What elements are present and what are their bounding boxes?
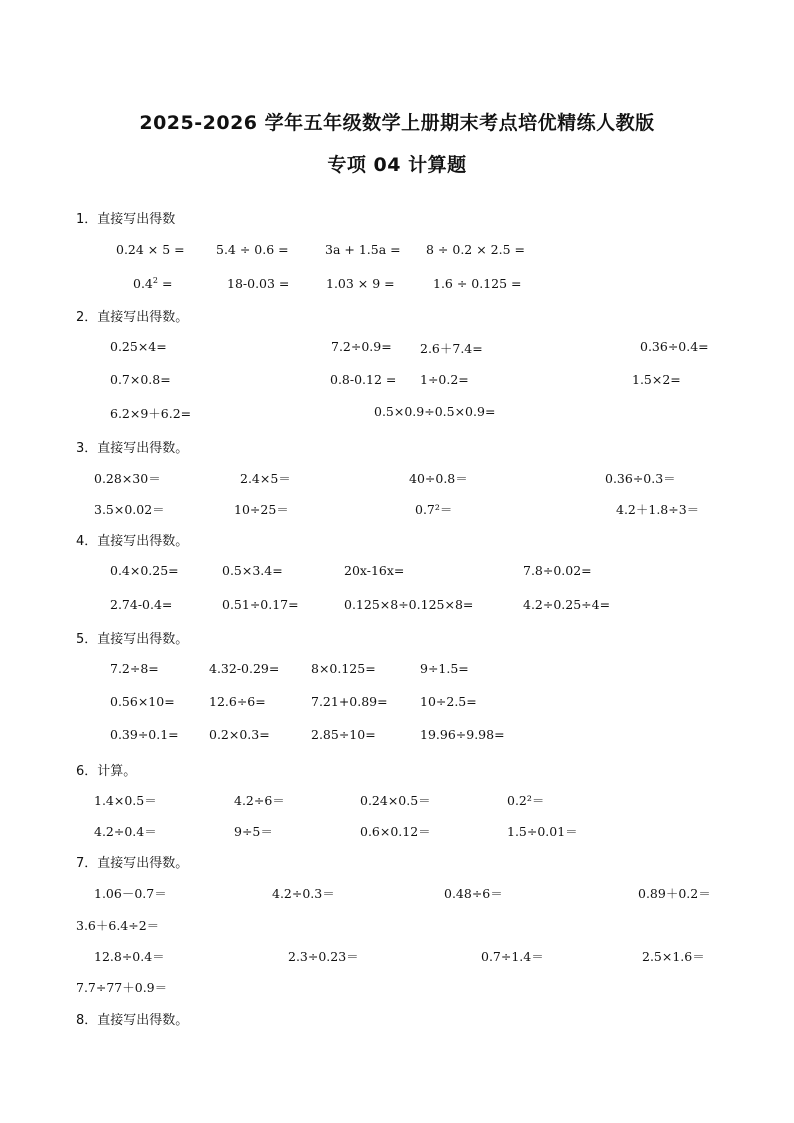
problem-2-8: 1.5×2= [632,372,681,387]
problem-7-6: 12.8÷0.4＝ [94,949,165,964]
problem-4-2: 0.5×3.4= [222,563,283,578]
problem-7-3: 0.48÷6＝ [444,886,503,901]
problem-5-1: 7.2÷8= [110,661,159,676]
problem-5-12: 19.96÷9.98= [420,727,505,742]
problem-2-2: 7.2÷0.9= [331,339,392,354]
problem-5-4: 9÷1.5= [420,661,469,676]
problem-4-1: 0.4×0.25= [110,563,179,578]
problem-3-6: 10÷25＝ [234,502,289,517]
problem-3-7: 0.7²＝ [415,502,453,517]
problem-1-8: 1.6 ÷ 0.125 = [433,276,522,291]
problem-6-6: 9÷5＝ [234,824,273,839]
problem-2-4: 0.36÷0.4= [640,339,709,354]
problem-5-3: 8×0.125= [311,661,376,676]
problem-2-10: 0.5×0.9÷0.5×0.9= [374,404,496,419]
problem-7-5: 3.6＋6.4÷2＝ [76,918,160,933]
problem-5-6: 12.6÷6= [209,694,266,709]
power-exponent: 2 [152,275,158,285]
problem-7-2: 4.2÷0.3＝ [272,886,335,901]
problem-7-7: 2.3÷0.23＝ [288,949,359,964]
problem-3-5: 3.5×0.02＝ [94,502,165,517]
section-3-heading: 3．直接写出得数。 [76,441,189,456]
problem-2-9: 6.2×9＋6.2= [110,406,192,421]
problem-4-4: 7.8÷0.02= [523,563,592,578]
problem-3-3: 40÷0.8＝ [409,471,468,486]
problem-6-7: 0.6×0.12＝ [360,824,431,839]
section-6-heading: 6．计算。 [76,764,137,779]
problem-1-6: 18-0.03 = [227,276,290,291]
problem-1-1: 0.24 × 5 = [116,242,185,257]
problem-5-7: 7.21+0.89= [311,694,388,709]
section-7-heading: 7．直接写出得数。 [76,856,189,871]
problem-4-8: 4.2÷0.25÷4= [523,597,611,612]
page-title: 2025-2026 学年五年级数学上册期末考点培优精练人教版 [139,112,655,134]
problem-1-5 [133,276,172,291]
page-subtitle: 专项 04 计算题 [327,154,467,176]
problem-2-7: 1÷0.2= [420,372,469,387]
problem-5-5: 0.56×10= [110,694,175,709]
problem-4-3: 20x-16x= [344,563,405,578]
problem-5-2: 4.32-0.29= [209,661,280,676]
problem-5-11: 2.85÷10= [311,727,376,742]
power-equals: = [157,276,173,291]
problem-6-3: 0.24×0.5＝ [360,793,431,808]
problem-7-1: 1.06－0.7＝ [94,886,167,901]
section-5-heading: 5．直接写出得数。 [76,632,189,647]
section-2-heading: 2．直接写出得数。 [76,310,189,325]
problem-2-6: 0.8-0.12 = [330,372,397,387]
problem-5-9: 0.39÷0.1= [110,727,179,742]
problem-3-2: 2.4×5＝ [240,471,291,486]
power-base: 0.4 [133,276,153,291]
section-8-heading: 8．直接写出得数。 [76,1013,189,1028]
section-1-heading: 1．直接写出得数 [76,212,176,227]
problem-4-7: 0.125×8÷0.125×8= [344,597,474,612]
problem-6-8: 1.5÷0.01＝ [507,824,578,839]
problem-2-5: 0.7×0.8= [110,372,171,387]
problem-2-3: 2.6＋7.4= [420,341,483,356]
problem-7-9: 2.5×1.6＝ [642,949,705,964]
problem-1-4: 8 ÷ 0.2 × 2.5 = [426,242,525,257]
section-4-heading: 4．直接写出得数。 [76,534,189,549]
problem-3-8: 4.2＋1.8÷3＝ [616,502,700,517]
problem-4-6: 0.51÷0.17= [222,597,299,612]
problem-7-10: 7.7÷77＋0.9＝ [76,980,168,995]
problem-6-5: 4.2÷0.4＝ [94,824,157,839]
problem-6-2: 4.2÷6＝ [234,793,285,808]
problem-7-4: 0.89＋0.2＝ [638,886,711,901]
problem-2-1: 0.25×4= [110,339,167,354]
problem-3-1: 0.28×30＝ [94,471,161,486]
problem-7-8: 0.7÷1.4＝ [481,949,544,964]
problem-5-8: 10÷2.5= [420,694,477,709]
problem-6-4: 0.2²＝ [507,793,545,808]
problem-4-5: 2.74-0.4= [110,597,173,612]
problem-6-1: 1.4×0.5＝ [94,793,157,808]
problem-1-2: 5.4 ÷ 0.6 = [216,242,289,257]
problem-1-3: 3a + 1.5a = [325,242,401,257]
problem-5-10: 0.2×0.3= [209,727,270,742]
problem-3-4: 0.36÷0.3＝ [605,471,676,486]
problem-1-7: 1.03 × 9 = [326,276,395,291]
